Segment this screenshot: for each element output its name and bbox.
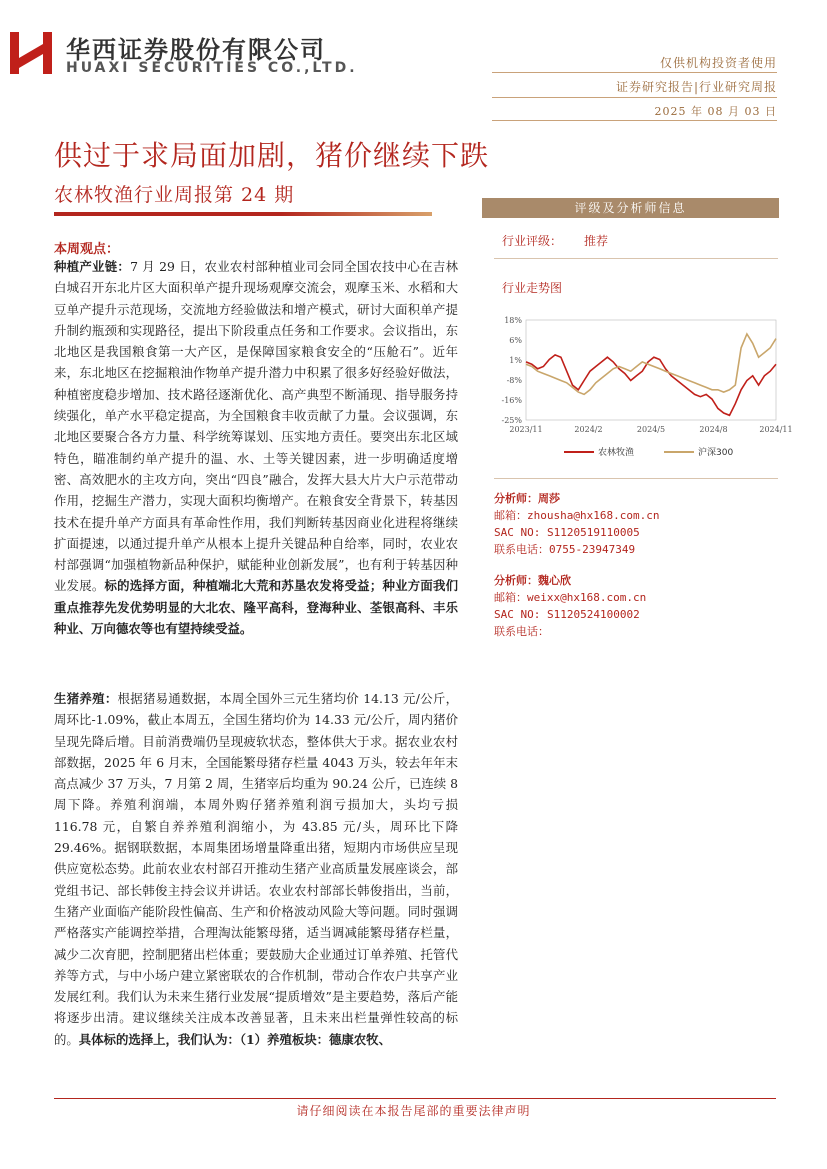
industry-trend-chart (494, 312, 793, 462)
y-tick-label: 1% (509, 356, 522, 365)
analyst-name: 分析师：魏心欣 (494, 574, 571, 587)
report-subtitle: 农林牧渔行业周报第 24 期 (54, 184, 295, 206)
sidebar-divider (494, 258, 778, 259)
paragraph-bold: 标的选择方面，种植端北大荒和苏垦农发将受益；种业方面我们重点推荐先发优势明显的大北农、隆平高科，登海种业、荃银高科、丰乐种业、万向德农等也有望持续受益。 (54, 578, 459, 637)
company-name-cn: 华西证券股份有限公司 (66, 36, 326, 64)
legend-label: 沪深300 (698, 448, 734, 458)
rating-label: 行业评级： (502, 234, 563, 248)
section-heading-outlook: 本周观点： (54, 242, 120, 257)
header-divider (492, 97, 777, 98)
legend-label: 农林牧渔 (598, 448, 635, 458)
rating-section-header: 评级及分析师信息 (482, 198, 779, 218)
analyst-phone: 联系电话：0755-23947349 (494, 543, 636, 556)
subtitle-underline (54, 212, 432, 216)
analyst-block-1 (494, 490, 659, 558)
paragraph-planting (54, 256, 458, 639)
analyst-block-2 (494, 572, 646, 640)
y-tick-label: -16% (501, 396, 522, 405)
report-type: 证券研究报告|行业研究周报 (615, 80, 777, 94)
paragraph-pig-farming (54, 688, 458, 1050)
y-tick-label: -25% (501, 416, 522, 425)
analyst-name: 分析师：周莎 (494, 492, 560, 505)
paragraph-head: 生猪养殖： (54, 691, 118, 706)
header-divider (492, 120, 777, 121)
investor-notice: 仅供机构投资者使用 (659, 56, 777, 70)
company-name-en: HUAXI SECURITIES CO.,LTD. (66, 60, 358, 76)
trend-chart-label: 行业走势图 (502, 281, 563, 295)
analyst-email[interactable]: 邮箱：weixx@hx168.com.cn (494, 591, 647, 604)
paragraph-text: 根据猪易通数据，本周全国外三元生猪均价 14.13 元/公斤，周环比-1.09%，截止本周五，全国生猪均价为 14.33 元/公斤，周内猪价呈现先降后增。目前消费端仍呈现疲软状态，整体供大于求。据农业农村部数据，2025 年 6 月末，全国能繁母猪存栏量 4043 万头，较去年年末高点减少 37 万头，7 月第 2 周，生猪宰后均重为 90.24 公斤，已连续 8 周下降。养殖利润端，本周外购仔猪养殖利润亏损加大，头均亏损 116.78 元，自繁自养养殖利润缩小，为 43.85 元/头，周环比下降 29.46%。据钢联数据，本周集团场增量降重出猪，短期内市场供应呈现供应宽松态势。此前农业农村部召开推动生猪产业高质量发展座谈会，部党组书记、部长韩俊主持会议并讲话。农业农村部部长韩俊指出，当前，生猪产业面临产能阶段性偏高、生产和价格波动风险大等问题。同时强调严格落实产能调控举措，合理淘汰能繁母猪，适当调减能繁母猪存栏量，减少二次育肥，控制肥猪出栏体重；要鼓励大企业通过订单养殖、托管代养等方式，与中小场户建立紧密联农的合作机制，带动合作农户共享产业发展红利。我们认为未来生猪行业发展“提质增效”是主要趋势，落后产能将逐步出清。建议继续关注成本改善显著，且未来出栏量弹性较高的标的。 (54, 691, 458, 1047)
sidebar-divider (494, 478, 778, 479)
x-tick-label: 2024/2 (574, 425, 603, 434)
footer-disclaimer: 请仔细阅读在本报告尾部的重要法律声明 (296, 1104, 531, 1118)
y-tick-label: -8% (506, 376, 522, 385)
y-tick-label: 6% (509, 336, 522, 345)
y-tick-label: 18% (504, 316, 522, 325)
analyst-sac: SAC NO: S1120519110005 (494, 526, 640, 539)
analyst-phone: 联系电话： (494, 625, 549, 638)
report-date: 2025 年 08 月 03 日 (654, 105, 777, 118)
analyst-email[interactable]: 邮箱：zhousha@hx168.com.cn (494, 509, 660, 522)
paragraph-head: 种植产业链： (54, 259, 131, 274)
rating-value: 推荐 (584, 234, 609, 248)
x-tick-label: 2024/8 (699, 425, 728, 434)
header-divider (492, 72, 777, 73)
analyst-sac: SAC NO: S1120524100002 (494, 608, 640, 621)
paragraph-text: 7 月 29 日，农业农村部种植业司会同全国农技中心在吉林白城召开东北片区大面积单产提升现场观摩交流会，观摩玉米、水稻和大豆单产提升示范现场，交流地方经验做法和增产模式，研讨大面积单产提升制约瓶颈和实现路径，提出下阶段重点任务和工作要求。会议指出，东北地区是我国粮食第一大产区，是保障国家粮食安全的“压舱石”。近年来，东北地区在挖掘粮油作物单产提升潜力中积累了很多好经验好做法，种植密度稳步增加、技术路径逐渐优化、高产典型不断涌现、指导服务持续强化，单产水平稳定提高，为全国粮食丰收贡献了力量。会议强调，东北地区要聚合各方力量、科学统筹谋划、压实地方责任。要突出东北区域特色，瞄准制约单产提升的温、水、土等关键因素，进一步明确适度增密、高效肥水的主攻方向，突出“四良”融合，发挥大县大片大户示范带动作用，挖掘生产潜力，实现大面积均衡增产。在粮食安全背景下，转基因技术在提升单产方面具有革命性作用，我们判断转基因商业化进程将继续扩面提速，以通过提升单产从根本上提升关键品种自给率，同时，农业农村部强调“加强植物新品种保护，赋能种业创新发展”，也有利于转基因种业发展。 (54, 259, 458, 594)
x-tick-label: 2024/5 (636, 425, 666, 434)
report-title: 供过于求局面加剧，猪价继续下跌 (54, 139, 490, 172)
x-tick-label: 2024/11 (759, 425, 793, 434)
paragraph-bold: 具体标的选择上，我们认为：（1）养殖板块：德康农牧、 (78, 1031, 391, 1047)
x-tick-label: 2023/11 (509, 425, 543, 434)
footer-divider (54, 1098, 776, 1099)
company-logo-icon (10, 30, 52, 76)
plot-frame (526, 320, 776, 420)
